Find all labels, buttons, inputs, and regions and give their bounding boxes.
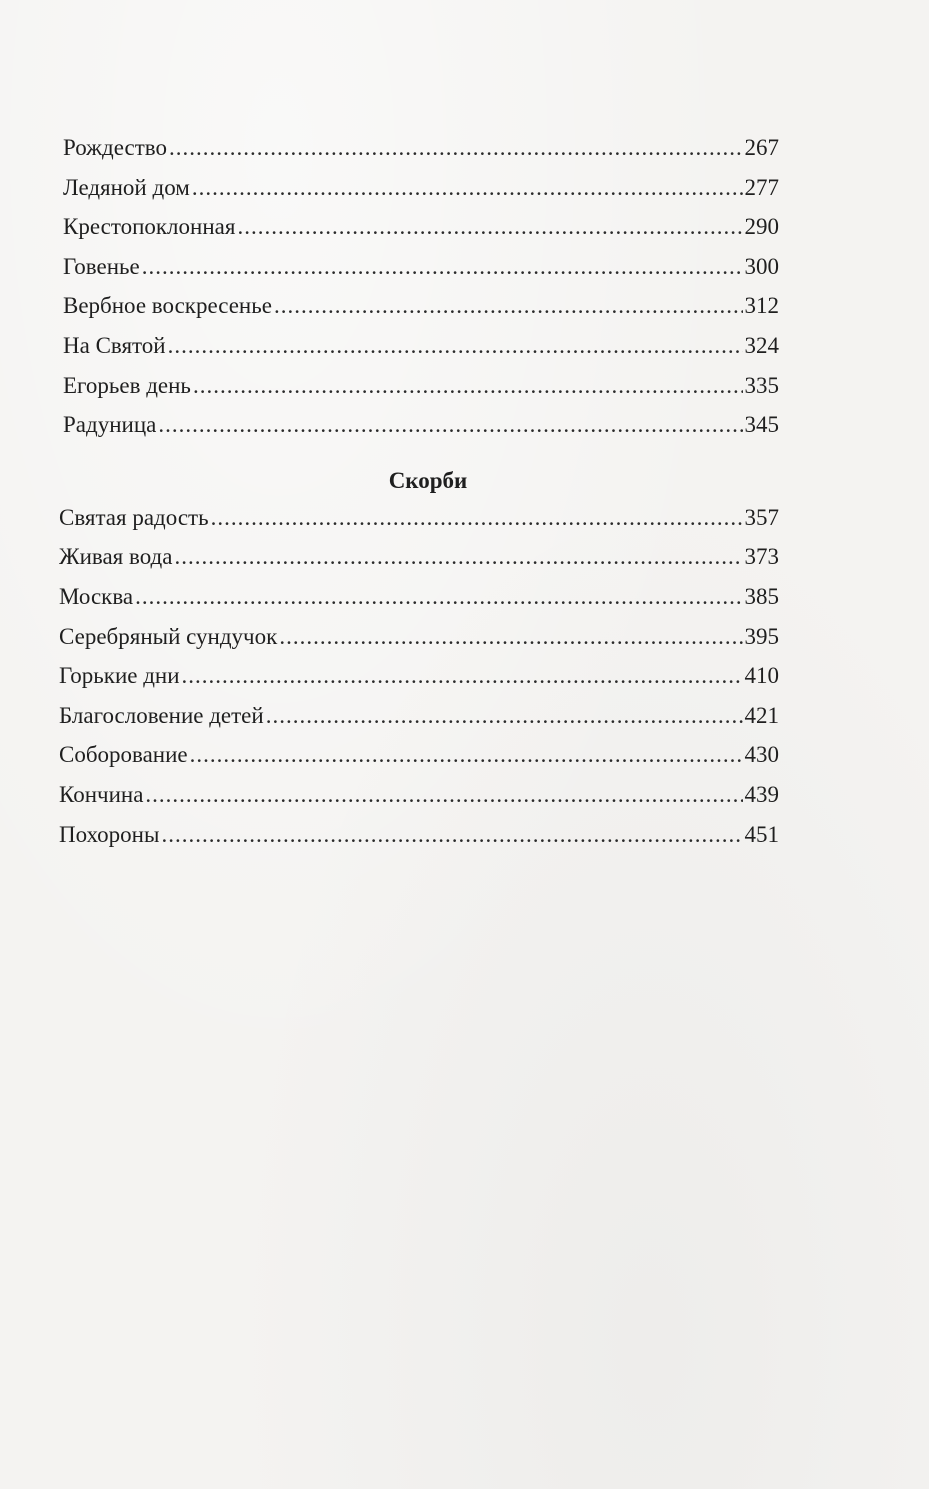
- toc-group-sorrows: [59, 498, 779, 854]
- toc-entry-page: 312: [744, 293, 779, 319]
- toc-entry-title: Вербное воскресенье: [63, 293, 272, 319]
- toc-entry-page: 385: [744, 583, 779, 609]
- toc-leader-dots: [168, 326, 743, 366]
- toc-entry-page: 324: [744, 332, 779, 358]
- toc-leader-dots: [237, 207, 742, 247]
- toc-entry: [59, 775, 779, 815]
- toc-entry-page: 451: [744, 821, 779, 847]
- toc-leader-dots: [279, 617, 742, 657]
- toc-entry-title: Серебряный сундучок: [59, 623, 278, 649]
- toc-entry-title: Святая радость: [59, 504, 209, 530]
- toc-entry-page: 439: [744, 781, 779, 807]
- toc-entry-title: Горькие дни: [59, 663, 180, 689]
- toc-entry-title: Говенье: [63, 253, 140, 279]
- toc-entry: [63, 128, 779, 168]
- toc-entry: [63, 405, 779, 445]
- toc-leader-dots: [274, 286, 743, 326]
- toc-entry-page: 410: [744, 663, 779, 689]
- toc-entry: [59, 577, 779, 617]
- table-of-contents: [59, 128, 779, 854]
- toc-entry-page: 373: [744, 544, 779, 570]
- toc-entry-title: Крестопоклонная: [63, 214, 236, 240]
- toc-entry: [59, 498, 779, 538]
- toc-entry-title: Москва: [59, 583, 134, 609]
- toc-entry-title: Ледяной дом: [63, 174, 190, 200]
- toc-entry-title: На Святой: [63, 332, 166, 358]
- toc-leader-dots: [158, 405, 742, 445]
- toc-leader-dots: [192, 168, 743, 208]
- toc-leader-dots: [145, 775, 742, 815]
- toc-leader-dots: [169, 128, 743, 168]
- toc-entry-title: Соборование: [59, 742, 188, 768]
- toc-leader-dots: [142, 247, 743, 287]
- toc-leader-dots: [161, 815, 742, 855]
- toc-entry: [59, 617, 779, 657]
- toc-entry: [59, 696, 779, 736]
- toc-entry-page: 395: [744, 623, 779, 649]
- toc-entry-page: 421: [744, 702, 779, 728]
- toc-leader-dots: [174, 537, 742, 577]
- toc-entry: [63, 326, 779, 366]
- toc-entry-page: 345: [744, 412, 779, 438]
- toc-entry: [59, 537, 779, 577]
- toc-leader-dots: [182, 656, 743, 696]
- toc-entry-title: Живая вода: [59, 544, 173, 570]
- toc-leader-dots: [193, 366, 743, 406]
- toc-entry-page: 290: [744, 214, 779, 240]
- toc-entry-page: 267: [744, 135, 779, 160]
- toc-leader-dots: [266, 696, 743, 736]
- toc-entry-title: Рождество: [63, 135, 167, 160]
- toc-entry: [63, 168, 779, 208]
- toc-entry-title: Кончина: [59, 781, 144, 807]
- toc-entry-title: Похороны: [59, 821, 160, 847]
- toc-entry: [59, 656, 779, 696]
- toc-entry-title: Егорьев день: [63, 372, 191, 398]
- toc-entry: [63, 247, 779, 287]
- toc-entry-page: 300: [744, 253, 779, 279]
- toc-entry-title: Радуница: [63, 412, 157, 438]
- toc-entry: [59, 735, 779, 775]
- toc-leader-dots: [190, 735, 743, 775]
- toc-group-main: [63, 128, 779, 445]
- toc-leader-dots: [211, 498, 743, 538]
- toc-entry: [63, 207, 779, 247]
- section-heading: Скорби: [388, 467, 468, 493]
- toc-entry: [59, 815, 779, 855]
- toc-entry-page: 357: [744, 504, 779, 530]
- toc-leader-dots: [135, 577, 742, 617]
- toc-entry-page: 277: [744, 174, 779, 200]
- toc-entry-title: Благословение детей: [59, 702, 264, 728]
- toc-entry-page: 335: [744, 372, 779, 398]
- toc-entry-page: 430: [744, 742, 779, 768]
- toc-entry: [63, 366, 779, 406]
- toc-entry: [63, 286, 779, 326]
